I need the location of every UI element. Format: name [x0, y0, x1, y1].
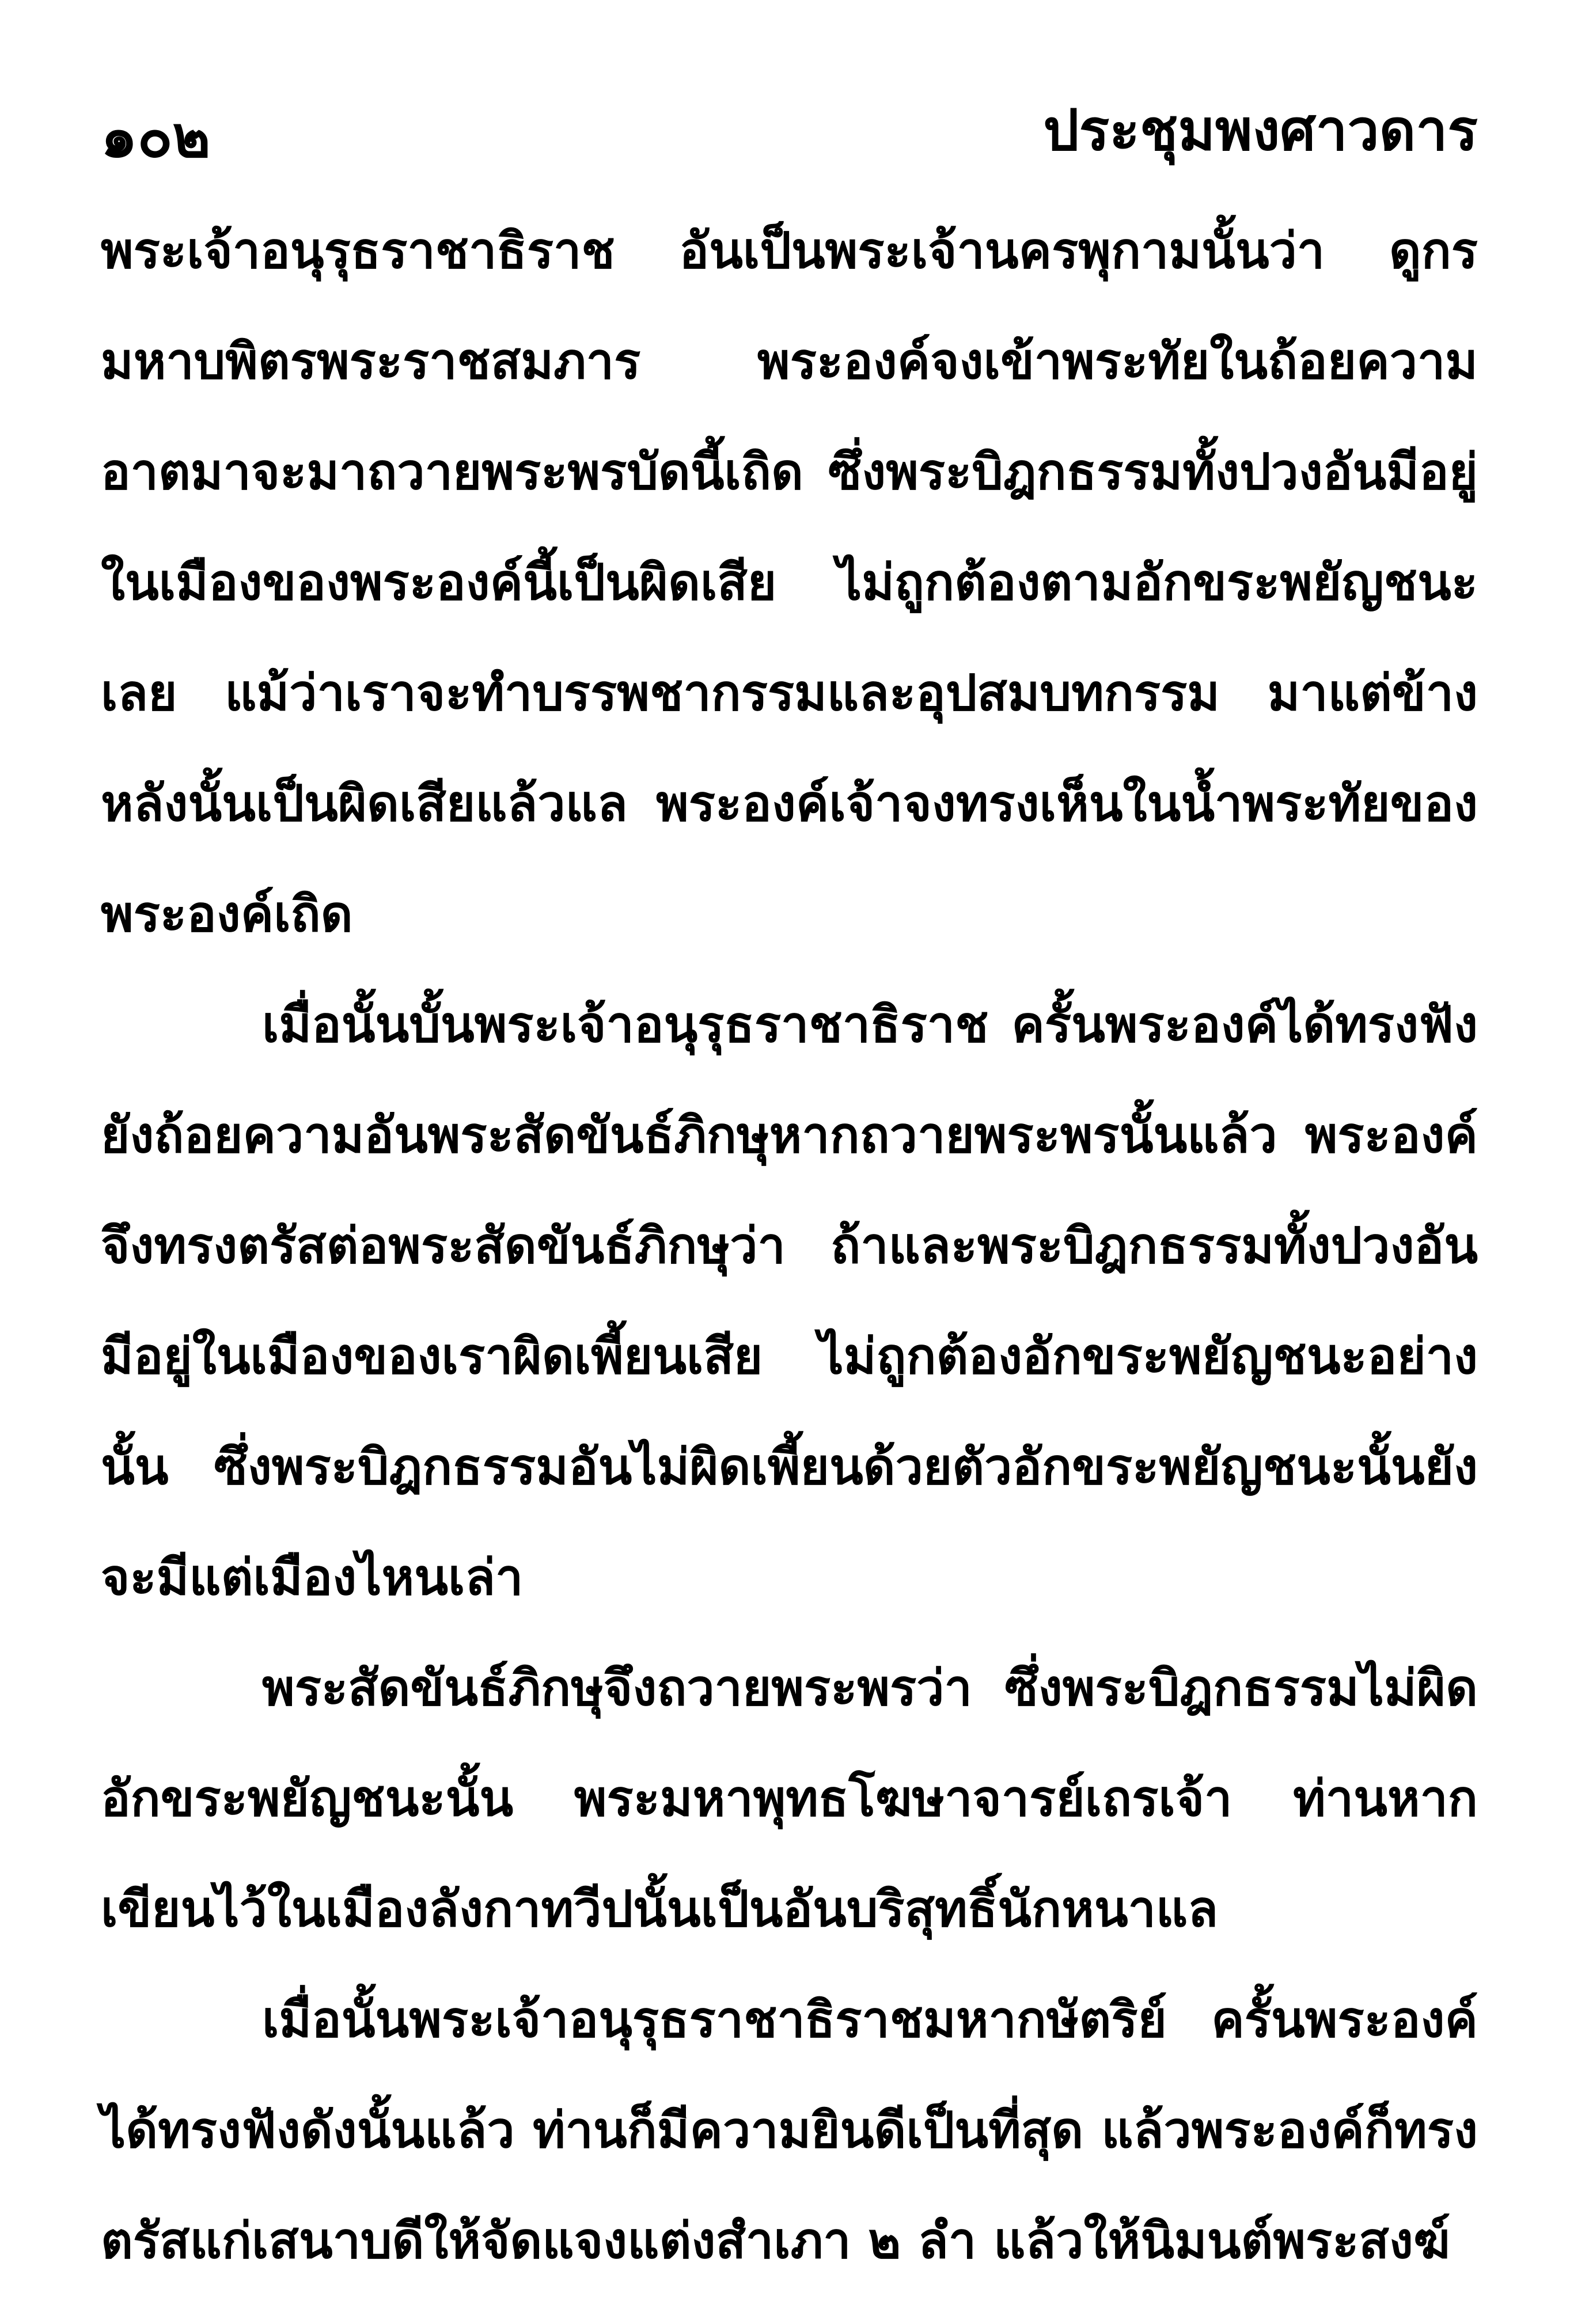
body-text: [101, 196, 1478, 2296]
paragraph: เมื่อนั้นบั้นพระเจ้าอนุรุธราชาธิราช ครั้นพระองค์ได้ทรงฟังยังถ้อยความอันพระสัดขันธ์ภิกษุหากถวายพระพรนั้นแล้ว พระองค์จึงทรงตรัสต่อพระสัดขันธ์ภิกษุว่า ถ้าและพระบิฎกธรรมทั้งปวงอันมีอยู่ในเมืองของเราผิดเพี้ยนเสีย ไม่ถูกต้องอักขระพยัญชนะอย่างนั้น ซึ่งพระบิฎกธรรมอันไม่ผิดเพี้ยนด้วยตัวอักขระพยัญชนะนั้นยังจะมีแต่เมืองไหนเล่า: [101, 996, 1478, 1607]
page-number: ๑๐๒: [101, 103, 211, 170]
paragraph: พระสัดขันธ์ภิกษุจึงถวายพระพรว่า ซึ่งพระบิฎกธรรมไม่ผิดอักขระพยัญชนะนั้น พระมหาพุทธโฆษาจารย์เถรเจ้า ท่านหากเขียนไว้ในเมืองลังกาทวีปนั้นเป็นอันบริสุทธิ์นักหนาแล: [101, 1660, 1478, 1938]
running-header: [101, 98, 1478, 184]
paragraph: เมื่อนั้นพระเจ้าอนุรุธราชาธิราชมหากษัตริย์ ครั้นพระองค์ได้ทรงฟังดังนั้นแล้ว ท่านก็มีความยินดีเป็นที่สุด แล้วพระองค์ก็ทรงตรัสแก่เสนาบดีให้จัดแจงแต่งสำเภา ๒ ลำ แล้วให้นิมนต์พระสงฆ์: [101, 1991, 1478, 2270]
paragraph: พระเจ้าอนุรุธราชาธิราช อันเป็นพระเจ้านครพุกามนั้นว่า ดูกรมหาบพิตรพระราชสมภาร พระองค์จงเข้าพระทัยในถ้อยความอาตมาจะมาถวายพระพรบัดนี้เถิด ซึ่งพระบิฎกธรรมทั้งปวงอันมีอยู่ในเมืองของพระองค์นี้เป็นผิดเสีย ไม่ถูกต้องตามอักขระพยัญชนะเลย แม้ว่าเราจะทำบรรพชากรรมและอุปสมบทกรรม มาแต่ข้างหลังนั้นเป็นผิดเสียแล้วแล พระองค์เจ้าจงทรงเห็นในน้ำพระทัยของพระองค์เถิด: [101, 222, 1478, 943]
book-title: ประชุมพงศาวดาร: [1043, 98, 1478, 164]
